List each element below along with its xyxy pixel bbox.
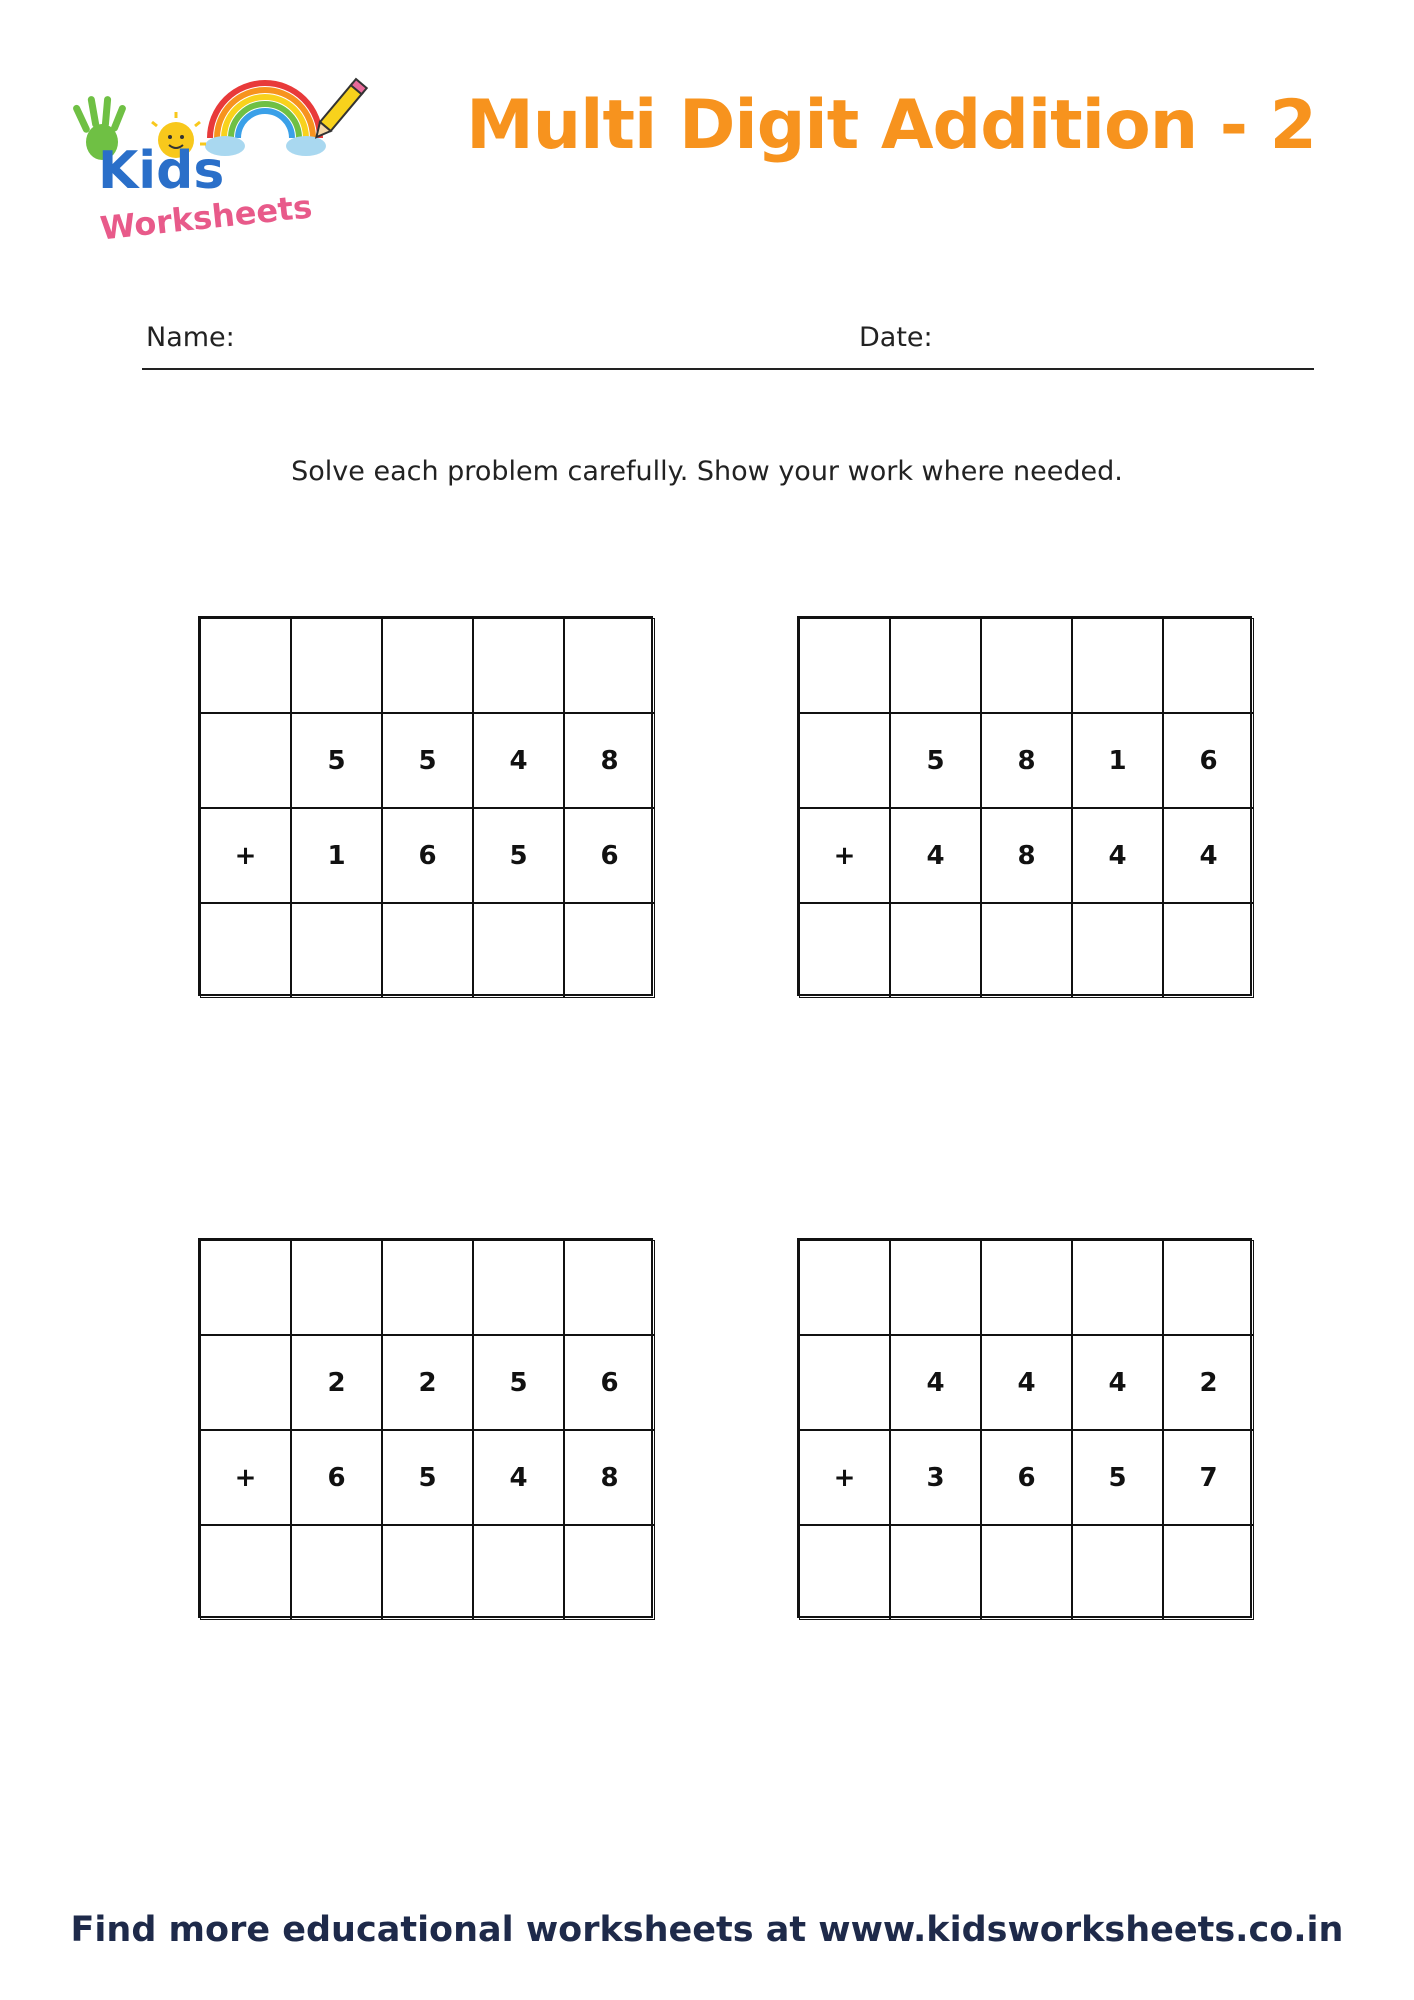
answer-cell[interactable] <box>291 1525 382 1620</box>
answer-cell[interactable] <box>799 1525 890 1620</box>
addend-top-cell: 4 <box>473 713 564 808</box>
answer-cell[interactable] <box>1072 903 1163 998</box>
addend-top-cell: 5 <box>291 713 382 808</box>
addend-bottom-cell: 3 <box>890 1430 981 1525</box>
kids-worksheets-logo <box>60 60 400 250</box>
addend-top-cell: 8 <box>564 713 655 808</box>
addend-top-cell <box>200 713 291 808</box>
addend-top-cell: 5 <box>473 1335 564 1430</box>
answer-cell[interactable] <box>291 903 382 998</box>
logo-kids-text: Kids <box>98 141 225 201</box>
name-date-row <box>142 318 1314 370</box>
carry-cell[interactable] <box>799 618 890 713</box>
answer-cell[interactable] <box>382 1525 473 1620</box>
name-label: Name: <box>146 322 235 353</box>
addend-bottom-cell: 8 <box>564 1430 655 1525</box>
addend-bottom-cell: 4 <box>473 1430 564 1525</box>
carry-cell[interactable] <box>473 1240 564 1335</box>
addend-bottom-cell: 1 <box>291 808 382 903</box>
addend-bottom-cell: 4 <box>890 808 981 903</box>
answer-cell[interactable] <box>564 903 655 998</box>
carry-cell[interactable] <box>981 618 1072 713</box>
addend-top-cell <box>799 1335 890 1430</box>
carry-cell[interactable] <box>1072 1240 1163 1335</box>
addend-bottom-cell: 8 <box>981 808 1072 903</box>
addend-top-cell: 5 <box>890 713 981 808</box>
carry-cell[interactable] <box>382 618 473 713</box>
carry-cell[interactable] <box>291 1240 382 1335</box>
addend-top-cell <box>799 713 890 808</box>
instructions: Solve each problem carefully. Show your work where needed. <box>291 456 1123 487</box>
answer-cell[interactable] <box>1163 1525 1254 1620</box>
carry-cell[interactable] <box>200 618 291 713</box>
addend-top-cell: 6 <box>1163 713 1254 808</box>
addend-top-cell: 1 <box>1072 713 1163 808</box>
answer-cell[interactable] <box>890 903 981 998</box>
answer-cell[interactable] <box>981 1525 1072 1620</box>
carry-cell[interactable] <box>564 1240 655 1335</box>
addend-bottom-cell: 4 <box>1072 808 1163 903</box>
carry-cell[interactable] <box>1163 1240 1254 1335</box>
addend-bottom-cell: 5 <box>1072 1430 1163 1525</box>
addend-top-cell: 8 <box>981 713 1072 808</box>
carry-cell[interactable] <box>200 1240 291 1335</box>
answer-cell[interactable] <box>473 903 564 998</box>
addend-bottom-cell: 6 <box>291 1430 382 1525</box>
carry-cell[interactable] <box>981 1240 1072 1335</box>
addend-top-cell: 2 <box>291 1335 382 1430</box>
carry-cell[interactable] <box>1072 618 1163 713</box>
addend-top-cell: 5 <box>382 713 473 808</box>
addition-problem-2 <box>797 616 1252 996</box>
carry-cell[interactable] <box>473 618 564 713</box>
carry-cell[interactable] <box>890 618 981 713</box>
operator-cell: + <box>799 808 890 903</box>
carry-cell[interactable] <box>382 1240 473 1335</box>
addend-bottom-cell: 6 <box>564 808 655 903</box>
answer-cell[interactable] <box>382 903 473 998</box>
footer-link-text: Find more educational worksheets at www.kidsworksheets.co.in <box>70 1910 1344 1950</box>
addend-bottom-cell: 6 <box>981 1430 1072 1525</box>
addition-problem-3 <box>198 1238 653 1618</box>
addend-bottom-cell: 6 <box>382 808 473 903</box>
addend-top-cell: 2 <box>1163 1335 1254 1430</box>
addend-bottom-cell: 4 <box>1163 808 1254 903</box>
carry-cell[interactable] <box>564 618 655 713</box>
addition-problem-1 <box>198 616 653 996</box>
carry-cell[interactable] <box>799 1240 890 1335</box>
addend-top-cell: 4 <box>890 1335 981 1430</box>
addend-top-cell <box>200 1335 291 1430</box>
carry-cell[interactable] <box>1163 618 1254 713</box>
carry-cell[interactable] <box>890 1240 981 1335</box>
answer-cell[interactable] <box>564 1525 655 1620</box>
page-title: Multi Digit Addition - 2 <box>466 86 1316 165</box>
addend-top-cell: 2 <box>382 1335 473 1430</box>
addend-bottom-cell: 5 <box>382 1430 473 1525</box>
answer-cell[interactable] <box>890 1525 981 1620</box>
date-label: Date: <box>859 322 933 353</box>
pencil-icon <box>311 79 367 142</box>
operator-cell: + <box>799 1430 890 1525</box>
logo-worksheets-text: Worksheets <box>98 187 314 248</box>
answer-cell[interactable] <box>981 903 1072 998</box>
answer-cell[interactable] <box>200 1525 291 1620</box>
addend-top-cell: 4 <box>1072 1335 1163 1430</box>
operator-cell: + <box>200 808 291 903</box>
answer-cell[interactable] <box>1163 903 1254 998</box>
answer-cell[interactable] <box>1072 1525 1163 1620</box>
addition-problem-4 <box>797 1238 1252 1618</box>
addend-top-cell: 6 <box>564 1335 655 1430</box>
addend-bottom-cell: 5 <box>473 808 564 903</box>
answer-cell[interactable] <box>473 1525 564 1620</box>
operator-cell: + <box>200 1430 291 1525</box>
addend-bottom-cell: 7 <box>1163 1430 1254 1525</box>
answer-cell[interactable] <box>799 903 890 998</box>
answer-cell[interactable] <box>200 903 291 998</box>
carry-cell[interactable] <box>291 618 382 713</box>
addend-top-cell: 4 <box>981 1335 1072 1430</box>
